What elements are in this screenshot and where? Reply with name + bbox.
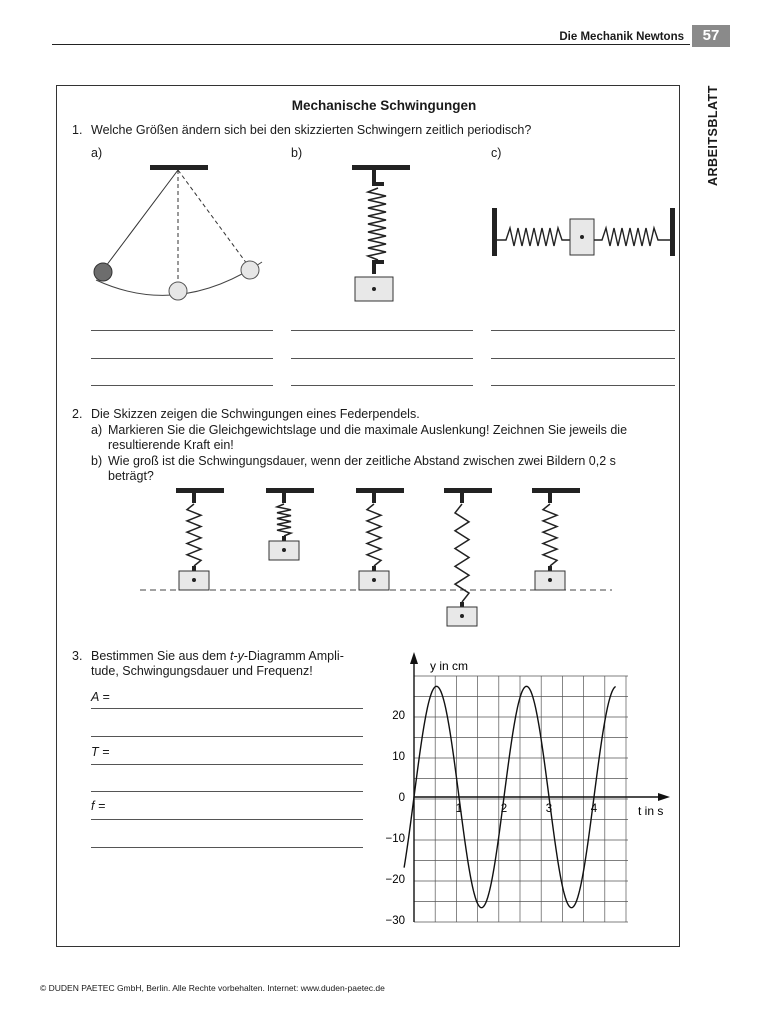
worksheet-title: Mechanische Schwingungen [291, 98, 477, 113]
running-header: Die Mechanik Newtons [559, 31, 684, 43]
y-axis-arrow [410, 652, 418, 664]
y-tick-label: −30 [385, 915, 405, 927]
q3-number: 3. [72, 649, 83, 663]
y-tick-label: −20 [385, 874, 405, 886]
q1-label-c: c) [491, 146, 502, 160]
q1-text: Welche Größen ändern sich bei den skizzierten Schwingern zeitlich periodisch? [91, 123, 532, 137]
q3-text-1-post: -Diagramm Ampli- [243, 649, 344, 663]
q2-b-text-2: beträgt? [108, 469, 154, 483]
y-tick-label: 20 [392, 710, 405, 722]
q2-a-label: a) [91, 423, 103, 437]
q3-text-1-var: t-y [229, 649, 244, 663]
y-tick-label: 0 [398, 792, 405, 804]
q2-text: Die Skizzen zeigen die Schwingungen eines Federpendels. [91, 407, 420, 421]
field-label-T: T = [91, 745, 110, 759]
y-tick-label: −10 [385, 833, 405, 845]
q2-b-label: b) [91, 454, 103, 468]
x-tick-label: 3 [545, 803, 553, 815]
y-axis-label: y in cm [430, 659, 469, 673]
footer-copyright: © DUDEN PAETEC GmbH, Berlin. Alle Rechte vorbehalten. Internet: www.duden-paetec.de [40, 983, 385, 993]
x-tick-label: 2 [500, 803, 508, 815]
field-label-f: f = [91, 799, 106, 813]
q3-text-1-pre: Bestimmen Sie aus dem [91, 649, 230, 663]
q1-label-b: b) [291, 146, 303, 160]
q2-number: 2. [72, 407, 83, 421]
page-number: 57 [692, 25, 730, 47]
q1-number: 1. [72, 123, 83, 137]
q3-text-2: tude, Schwingungsdauer und Frequenz! [91, 664, 313, 678]
x-axis-label: t in s [638, 804, 664, 818]
q2-a-text-2: resultierende Kraft ein! [108, 438, 234, 452]
q2-a-text-1: Markieren Sie die Gleichgewichtslage und die maximale Auslenkung! Zeichnen Sie jeweils die [108, 423, 628, 437]
side-label: ARBEITSBLATT [706, 85, 720, 186]
y-tick-label: 10 [392, 751, 405, 763]
field-label-A: A = [91, 690, 110, 704]
q2-b-text-1: Wie groß ist die Schwingungsdauer, wenn der zeitliche Abstand zwischen zwei Bildern 0,2 s [108, 454, 616, 468]
x-tick-label: 1 [455, 803, 463, 815]
x-tick-label: 4 [590, 803, 598, 815]
q1-label-a: a) [91, 146, 103, 160]
x-axis-arrow [658, 793, 670, 801]
